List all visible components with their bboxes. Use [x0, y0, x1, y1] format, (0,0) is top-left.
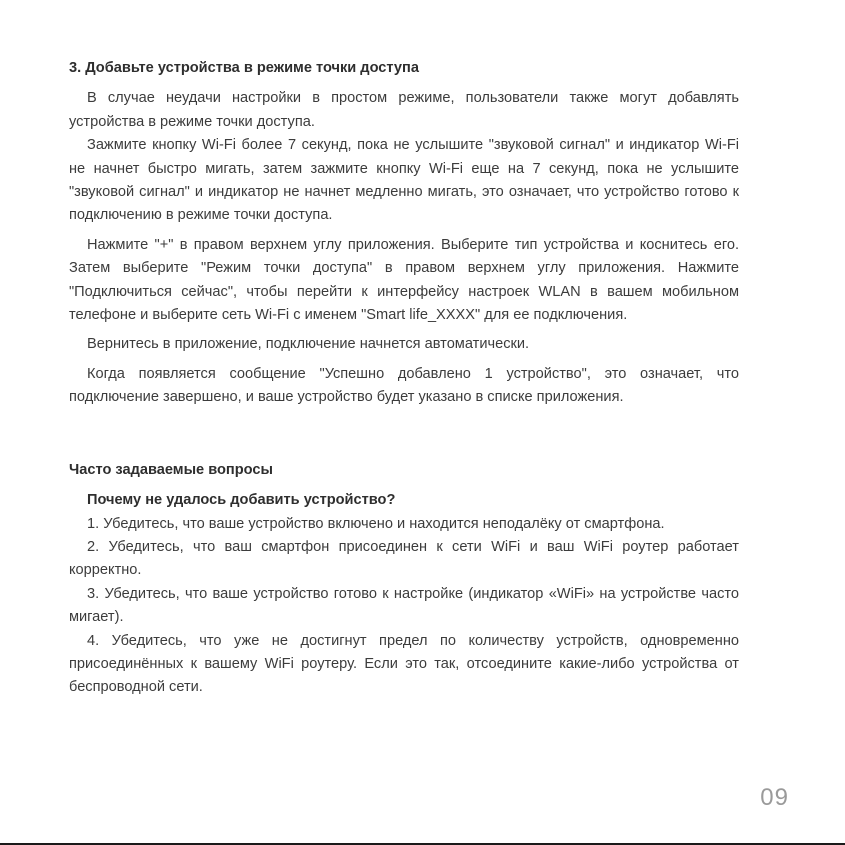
faq-answer-3: 3. Убедитесь, что ваше устройство готово к настройке (индикатор «WiFi» на устройстве часто мигает). — [69, 585, 739, 626]
section-3-title: 3. Добавьте устройства в режиме точки доступа — [69, 60, 419, 76]
section-3-paragraph-5: Когда появляется сообщение "Успешно добавлено 1 устройство", это означает, что подключение завершено, и ваше устройство будет указано в списке приложения. — [69, 365, 739, 406]
faq-answer-2: 2. Убедитесь, что ваш смартфон присоединен к сети WiFi и ваш WiFi роутер работает корректно. — [69, 538, 739, 579]
section-3-paragraph-4: Вернитесь в приложение, подключение начнется автоматически. — [87, 336, 530, 353]
faq-question: Почему не удалось добавить устройство? — [87, 492, 396, 509]
section-3-paragraph-2: Зажмите кнопку Wi-Fi более 7 секунд, пока не услышите "звуковой сигнал" и индикатор Wi-Fi не начнет быстро мигать, затем зажмите кнопку Wi-Fi еще на 7 секунд, пока не услышите "звуковой сигнал" и индикатор не начнет медленно мигать, это означает, что устройство готово к подключению в режиме точки доступа. — [69, 137, 739, 224]
section-3-paragraph-1: В случае неудачи настройки в простом режиме, пользователи также могут добавлять устройства в режиме точки доступа. — [69, 90, 739, 130]
faq-answer-4: 4. Убедитесь, что уже не достигнут предел по количеству устройств, одновременно присоединённых к вашему WiFi роутеру. Если это так, отсоедините какие-либо устройства от беспроводной сети. — [69, 632, 739, 696]
section-3-paragraph-3: Нажмите "+" в правом верхнем углу приложения. Выберите тип устройства и коснитесь его. Затем выберите "Режим точки доступа" в правом верхнем углу приложения. Нажмите "Подключиться сейчас", чтобы перейти к интерфейсу настроек WLAN в вашем мобильном телефоне и выберите сеть Wi-Fi с именем "Smart life_XXXX" для ее подключения. — [69, 236, 739, 324]
page-number: 09 — [760, 784, 789, 811]
manual-page-content — [69, 57, 739, 700]
faq-answer-1: 1. Убедитесь, что ваше устройство включено и находится неподалёку от смартфона. — [87, 515, 665, 532]
faq-title: Часто задаваемые вопросы — [69, 461, 273, 478]
